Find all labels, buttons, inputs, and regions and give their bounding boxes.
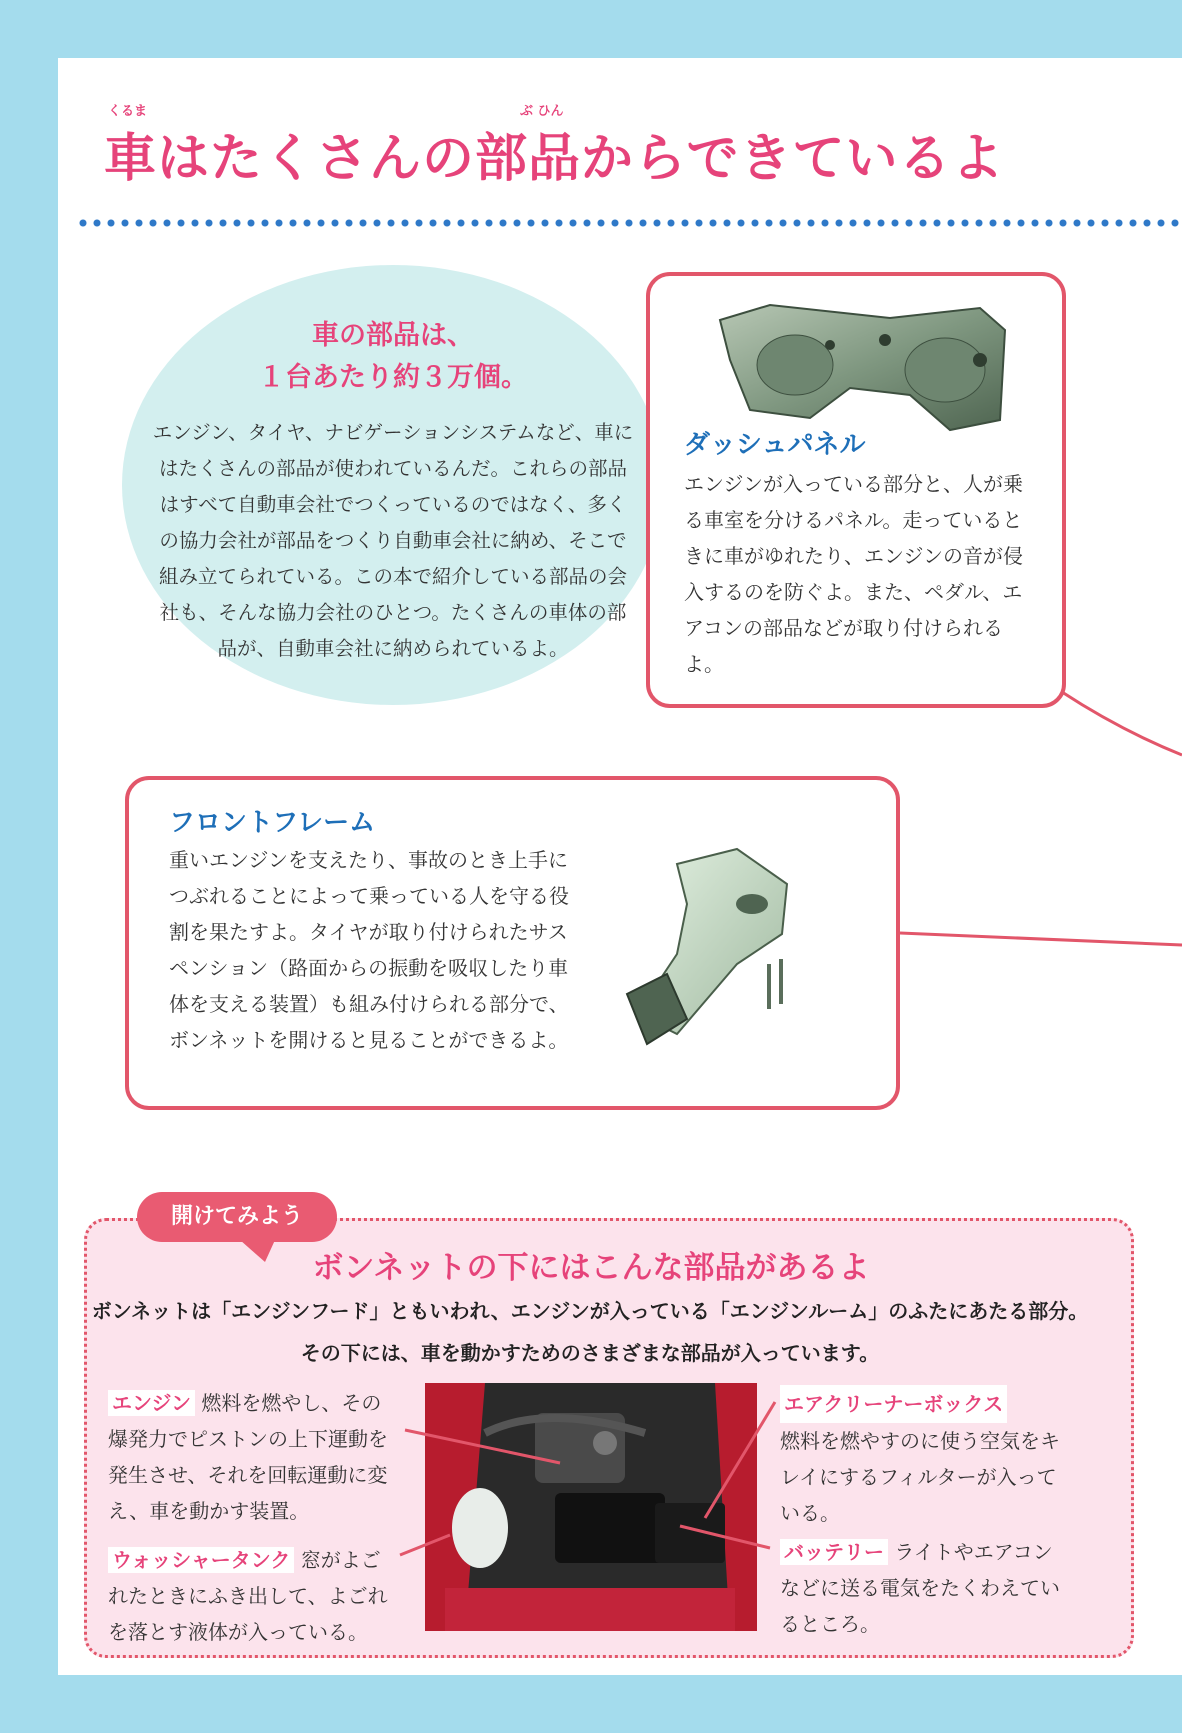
engine-description [108,1385,398,1529]
aircleaner-description [780,1385,1070,1531]
battery-description [780,1534,1070,1642]
aircleaner-text: 燃料を燃やすのに使う空気をキレイにするフィルターが入っている。 [780,1429,1060,1525]
engine-tag: エンジン [108,1390,195,1416]
washer-tag: ウォッシャータンク [108,1547,294,1573]
page-title: 車はたくさんの部品からできているよ [104,129,1005,189]
engine-text: 燃料を燃やし、その爆発力でピストンの上下運動を発生させ、それを回転運動に変え、車を動かす装置。 [108,1391,388,1523]
front-frame-body: 重いエンジンを支えたり、事故のとき上手につぶれることによって乗っている人を守る役割を果たすよ。タイヤが取り付けられたサスペンション（路面からの振動を吸収したり車体を支える装置）も組み付けられる部分で、ボンネットを開けると見ることができるよ。 [169,848,569,1052]
aircleaner-tag: エアクリーナーボックス [780,1385,1007,1423]
front-frame-title: フロントフレーム [169,808,376,838]
title-ruby-kuruma: くるま [108,104,148,119]
washer-text: 窓がよごれたときにふき出して、よごれを落とす液体が入っている。 [108,1548,388,1644]
battery-text: ライトやエアコンなどに送る電気をたくわえているところ。 [780,1540,1060,1636]
intro-body: エンジン、タイヤ、ナビゲーションシステムなど、車にはたくさんの部品が使われているんだ。これらの部品はすべて自動車会社でつくっているのではなく、多くの協力会社が部品をつくり自動車会社に納め、そこで組み立てられている。この本で紹介している部品の会社も、そんな協力会社のひとつ。たくさんの車体の部品が、自動車会社に納められているよ。 [152,421,634,660]
open-it-bubble: 開けてみよう [137,1192,337,1242]
intro-heading-line2: １台あたり約３万個。 [258,362,528,393]
washer-description [108,1542,398,1650]
bonnet-title: ボンネットの下にはこんな部品があるよ [312,1250,870,1286]
dash-panel-body: エンジンが入っている部分と、人が乗る車室を分けるパネル。走っているときに車がゆれたり、エンジンの音が侵入するのを防ぐよ。また、ペダル、エアコンの部品などが取り付けられるよ。 [684,472,1023,676]
bonnet-lead: ボンネットは「エンジンフード」ともいわれ、エンジンが入っている「エンジンルーム」のふたにあたる部分。その下には、車を動かすためのさまざまな部品が入っています。 [91,1299,1089,1365]
intro-heading-line1: 車の部品は、 [312,320,474,351]
battery-tag: バッテリー [780,1539,888,1565]
dash-panel-title: ダッシュパネル [684,430,866,460]
title-ruby-buhin: ぶ ひん [520,104,564,119]
